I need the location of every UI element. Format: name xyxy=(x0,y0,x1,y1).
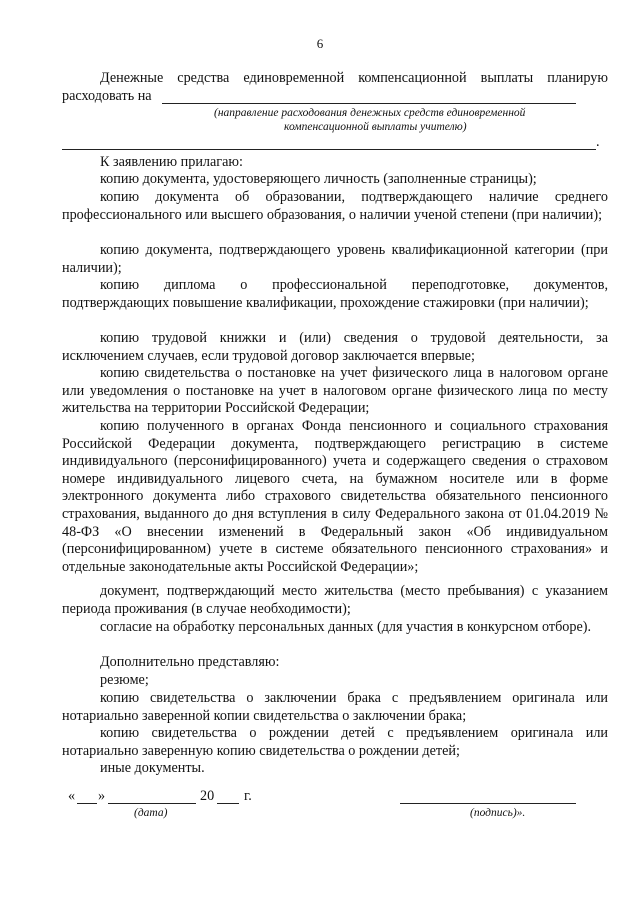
additional-header: Дополнительно представляю: xyxy=(100,654,280,670)
additional-item: иные документы. xyxy=(100,760,205,776)
intro-line-end-dot: . xyxy=(596,134,600,150)
intro-line-2-prefix: расходовать на xyxy=(62,88,152,104)
attachment-item: копию документа об образовании, подтверждающего наличие среднего профессионального или высшего образования, о наличии ученой степени (при наличии); xyxy=(62,189,608,223)
spending-caption-1: (направление расходования денежных средств единовременной xyxy=(214,107,526,119)
signature-caption: (подпись)». xyxy=(470,807,526,819)
attachment-item: документ, подтверждающий место жительства (место пребывания) с указанием периода проживания (в случае необходимости); xyxy=(62,583,608,617)
date-caption: (дата) xyxy=(134,807,168,819)
date-year-prefix: 20 xyxy=(200,788,215,804)
spending-direction-blank xyxy=(162,103,576,104)
intro-line-1: Денежные средства единовременной компенсационной выплаты планирую xyxy=(100,70,608,86)
signature-blank xyxy=(400,803,576,804)
attachment-item: согласие на обработку персональных данных (для участия в конкурсном отборе). xyxy=(100,619,592,635)
attachment-item: копию документа, удостоверяющего личность (заполненные страницы); xyxy=(100,171,537,187)
spending-direction-blank-2 xyxy=(62,149,596,150)
attachment-item: копию документа, подтверждающего уровень квалификационной категории (при наличии); xyxy=(62,242,608,276)
additional-item: копию свидетельства о заключении брака с предъявлением оригинала или нотариально заверенной копии свидетельства о заключении брака; xyxy=(62,690,608,724)
additional-item: копию свидетельства о рождении детей с предъявлением оригинала или нотариально заверенную копию свидетельства о рождении детей; xyxy=(62,725,608,759)
date-close-quote: » xyxy=(98,788,106,804)
date-month-blank xyxy=(108,803,196,804)
date-day-blank xyxy=(77,803,97,804)
date-year-suffix: г. xyxy=(244,788,252,804)
page-number: 6 xyxy=(316,36,324,51)
attachment-item: копию полученного в органах Фонда пенсионного и социального страхования Российской Федерации документа, подтверждающего регистрацию в системе индивидуального (персонифицированного) учета и содержащего сведения о страховом номере индивидуального лицевого счета, на бумажном носителе или в форме электронного документа либо страхового свидетельства обязательного пенсионного страхования, выданного до дня вступления в силу Федерального закона от 01.04.2019 № 48-ФЗ «О внесении изменений в Федеральный закон «Об индивидуальном (персонифицированном) учете в системе обязательного пенсионного страхования» и отдельные законодательные акты Российской Федерации»; xyxy=(62,418,608,575)
attachment-item: копию свидетельства о постановке на учет физического лица в налоговом органе или уведомления о постановке на учет в налоговом органе физического лица по месту жительства на территории Российской Федерации; xyxy=(62,365,608,417)
attachments-header: К заявлению прилагаю: xyxy=(100,154,243,170)
date-year-blank xyxy=(217,803,239,804)
spending-caption-2: компенсационной выплаты учителю) xyxy=(284,121,467,133)
additional-item: резюме; xyxy=(100,672,149,688)
attachment-item: копию диплома о профессиональной переподготовке, документов, подтверждающих повышение квалификации, прохождение стажировки (при наличии); xyxy=(62,277,608,311)
attachment-item: копию трудовой книжки и (или) сведения о трудовой деятельности, за исключением случаев, если трудовой договор заключается впервые; xyxy=(62,330,608,364)
date-open-quote: « xyxy=(68,788,76,804)
